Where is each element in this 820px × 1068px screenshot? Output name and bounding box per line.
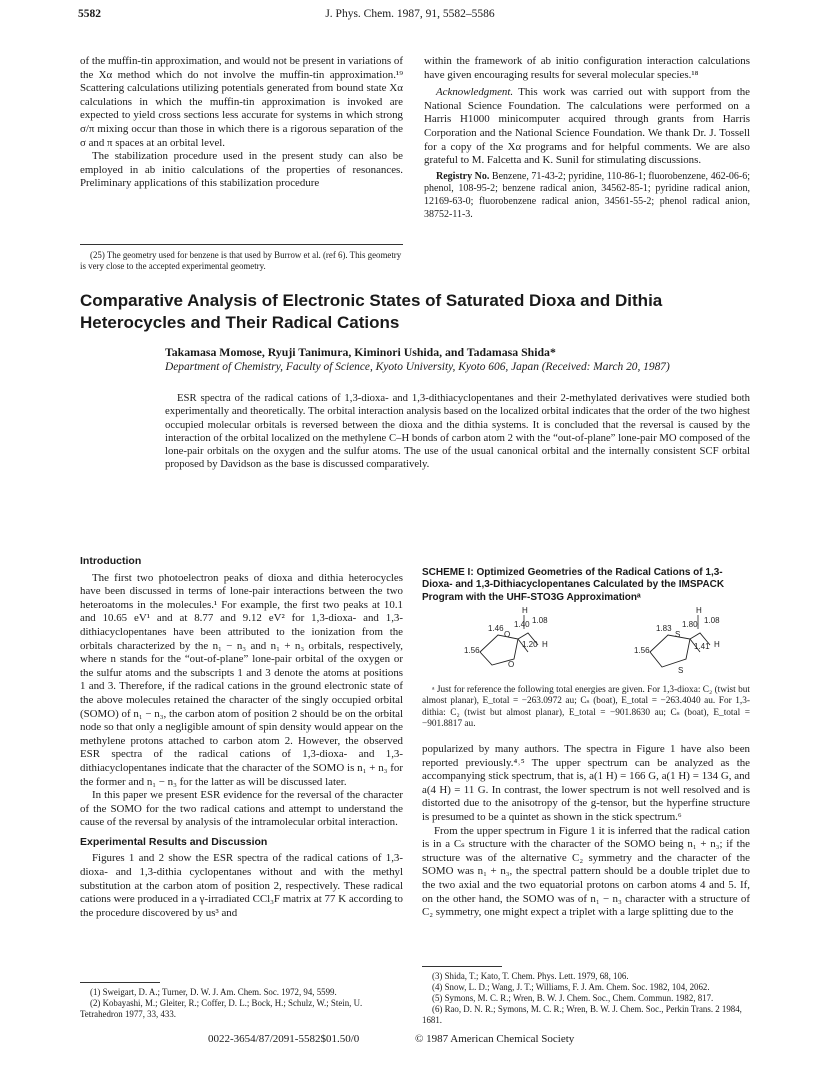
- dioxa-angle: 1.20: [522, 640, 538, 649]
- ack-label: Acknowledgment.: [436, 86, 514, 99]
- footnote: (25) The geometry used for benzene is that used by Burrow et al. (ref 6). This geometry is very close to the accepted experimental geometry.: [80, 250, 402, 271]
- dioxa-h-right: H: [542, 640, 548, 649]
- left-footnotes: [80, 987, 403, 1020]
- scheme-geometries: [464, 606, 770, 677]
- scheme-caption: [422, 567, 752, 604]
- paragraph: The first two photoelectron peaks of dioxa and dithia heterocycles have been discussed in terms of lone-pair interactions between the two heteroatoms in the molecules.¹ For example, the first two peaks at 10.1 and 10.65 eV¹ and at 8.77 and 9.12 eV² for 1,3-dioxa- and 1,3-dithiacyclopentanes have been attributed to the ionization from the orbitals characterized by the n₁ − n₃ and n₁ + n₃ orbitals, respectively, where n stands for the “out-of-plane” lone-pair orbital of the oxygen or the sulfur atoms and the subscripts 1 and 3 denote the atoms at positions 1 and 3. Therefore, if the radical cations in the ground electronic state of the above molecules retained the character of the singly occupied orbital (SOMO) of n₁ − n₃, the carbon atom of position 2 should be on the orbital node so that only a negligible amount of spin density would appear on the methylene protons attached to carbon atom 2. However, the observed ESR spectra of the radical cations of 1,3-dioxa- and 1,3-dithiacyclopentanes indicate that the character of the SOMO is n₁ + n₃ for the former and n₁ − n₃ for the latter as will be discussed later.: [80, 571, 403, 788]
- article-title: Comparative Analysis of Electronic States of Saturated Dioxa and Dithia Heterocycles and Their Radical Cations: [80, 291, 663, 332]
- dithia-b3: 1.08: [704, 616, 720, 625]
- dioxa-b4: 1.56: [464, 646, 480, 655]
- left-column: [80, 555, 403, 920]
- top-left-text: [80, 55, 403, 191]
- dioxa-b3: 1.08: [532, 616, 548, 625]
- dithia-angle: 1.41: [694, 642, 710, 651]
- intro-heading: Introduction: [80, 555, 142, 567]
- page-number: 5582: [78, 8, 101, 20]
- footnote-rule: [80, 982, 160, 983]
- scheme-label: SCHEME I:: [422, 567, 474, 578]
- dioxa-b2: 1.40: [514, 620, 530, 629]
- footer-copyright: © 1987 American Chemical Society: [415, 1033, 575, 1045]
- running-header: [78, 8, 742, 26]
- registry-text: Benzene, 71-43-2; pyridine, 110-86-1; fluorobenzene, 462-06-6; phenol, 108-95-2; benzene radical anion, 34562-85-1; pyridine radical anion, 12169-63-0; fluorobenzene radical anion, 34561-55-2; phenol radical anion, 38752-11-3.: [424, 170, 751, 220]
- paragraph: popularized by many authors. The spectra in Figure 1 have also been reported previously.⁴˒⁵ The upper spectrum can be analyzed as the accompanying stick spectrum, that is, a(1 H) = 166 G, a(1 H) = 134 G, and a(4 H) = 11 G. In contrast, the lower spectrum is not well resolved and is distorted due to the anisotropy of the g-tensor, but the hyperfine structure is presumed to be a quintet as shown in the stick spectrum.⁶: [422, 743, 750, 823]
- dithia-b2: 1.80: [682, 620, 698, 629]
- dithia-b1: 1.83: [656, 624, 672, 633]
- paragraph: In this paper we present ESR evidence for the reversal of the character of the SOMO for the two radical cations and attempt to understand the cause of the reversal by analysis of the intramolecular orbital interaction.: [80, 789, 403, 829]
- dioxa-structure: [464, 606, 548, 669]
- dithia-s-top: S: [675, 630, 681, 639]
- journal-citation: J. Phys. Chem. 1987, 91, 5582–5586: [325, 8, 495, 20]
- scheme-caption-text: Optimized Geometries of the Radical Cations of 1,3-Dioxa- and 1,3-Dithiacyclopentanes Calculated by the IMSPACK Program with the UHF-STO3G Approximationᵃ: [422, 567, 725, 603]
- dithia-s-bot: S: [678, 666, 684, 675]
- dioxa-h-top: H: [522, 606, 528, 615]
- dioxa-b1: 1.46: [488, 624, 504, 633]
- acknowledgment: [424, 86, 750, 168]
- dithia-h-top: H: [696, 606, 702, 615]
- footnote: (3) Shida, T.; Kato, T. Chem. Phys. Lett. 1979, 68, 106.: [432, 971, 629, 981]
- scheme-footnote: ᵃ Just for reference the following total energies are given. For 1,3-dioxa: C₂ (twist but almost planar), E_total = −263.0972 au; Cₛ (boat), E_total = −263.4040 au. For 1,3-dithia: C₂ (twist but almost planar), E_total = −901.8630 au; Cₛ (boat), E_total = −901.8817 au.: [422, 685, 750, 729]
- experimental-heading: Experimental Results and Discussion: [80, 835, 268, 848]
- dithia-b4: 1.56: [634, 646, 650, 655]
- right-column: [422, 743, 750, 920]
- dioxa-o-top: O: [504, 630, 511, 639]
- abstract-text: ESR spectra of the radical cations of 1,3-dioxa- and 1,3-dithiacyclopentanes and their 2-methylated derivatives were studied both experimentally and theoretically. The orbital interaction analysis based on the localized orbital indicates that the order of the two highest occupied molecular orbitals is reversed between the dioxa and the dithia systems. It is concluded that the reversal is caused by the interaction of the orbital localized on the methylene C–H bonds of carbon atom 2 with the “out-of-plane” lone-pair MO composed of the lone-pair orbitals on the oxygen and the sulfur atoms. The use of the usual canonical orbital and the internally consistent SCF orbital proposed by Davidson as the base is discussed comparatively.: [165, 392, 750, 471]
- registry-label: Registry No.: [436, 170, 490, 182]
- right-footnotes: [422, 971, 750, 1026]
- footnote-rule: [80, 244, 403, 245]
- footnote: (4) Snow, L. D.; Wang, J. T.; Williams, F. J. Am. Chem. Soc. 1982, 104, 2062.: [432, 982, 710, 992]
- footnote: (6) Rao, D. N. R.; Symons, M. C. R.; Wren, B. W. J. Chem. Soc., Perkin Trans. 2 1984, 1681.: [422, 1004, 742, 1025]
- article-affiliation: Department of Chemistry, Faculty of Science, Kyoto University, Kyoto 606, Japan (Received: March 20, 1987): [165, 361, 670, 373]
- dioxa-o-bot: O: [508, 660, 515, 669]
- article-abstract: [165, 392, 750, 472]
- footer-code: 0022-3654/87/2091-5582$01.50/0: [208, 1033, 360, 1045]
- paragraph: The stabilization procedure used in the present study can also be employed in ab initio calculations of the properties of resonances. Preliminary applications of this stabilization procedure: [80, 150, 403, 190]
- footnote: (2) Kobayashi, M.; Gleiter, R.; Coffer, D. L.; Bock, H.; Schulz, W.; Stein, U. Tetrahedron 1977, 33, 433.: [80, 998, 363, 1019]
- dithia-structure: [634, 606, 720, 675]
- footnote-rule: [422, 966, 502, 967]
- top-left-footnote: [80, 250, 403, 272]
- top-right-text: [424, 55, 750, 221]
- footnote: (1) Sweigart, D. A.; Turner, D. W. J. Am. Chem. Soc. 1972, 94, 5599.: [90, 987, 337, 997]
- scheme-note: [422, 685, 750, 730]
- footnote: (5) Symons, M. C. R.; Wren, B. W. J. Chem. Soc., Chem. Commun. 1982, 817.: [432, 993, 714, 1003]
- paragraph: of the muffin-tin approximation, and would not be present in variations of the Xα method which do not involve the muffin-tin approximation.¹⁹ Scattering calculations utilizing potentials generated from bound state Xα calculations in which the muffin-tin approximation is invoked are expected to yield cross sections less accurate for systems in which strong σ/π mixing occur than those in which there is a rigorous separation of the σ and π spaces at an orbital level.: [80, 55, 403, 149]
- article-authors: Takamasa Momose, Ryuji Tanimura, Kiminori Ushida, and Tadamasa Shida*: [165, 345, 556, 359]
- paragraph: From the upper spectrum in Figure 1 it is inferred that the radical cation is in a Cₛ structure with the character of the SOMO being n₁ + n₃; if the structure was of the alternative C₂ symmetry and the character of the SOMO was n₁ + n₃, the spectral pattern should be a double triplet due to the two axial and the two equatorial protons on carbon atoms 4 and 5. If, on the other hand, the SOMO was of n₁ − n₃ character with a structure of C₂ symmetry, one might expect a triplet with a large splitting due to the: [422, 824, 750, 919]
- paragraph: Figures 1 and 2 show the ESR spectra of the radical cations of 1,3-dioxa- and 1,3-dithia cyclopentanes without and with the methyl substitution at the carbon atom of position 2, respectively. These radical cations were produced in a γ-irradiated CCl₃F matrix at 77 K according to the procedure discovered by us³ and: [80, 852, 403, 919]
- ack-text: This work was carried out with support from the National Science Foundation. The calculations were performed on a Harris H1000 minicomputer acquired through grants from Harris Corporation and the National Science Foundation. We thank Dr. J. Tossell for a copy of the Xα programs and for helpful comments. We are also grateful to M. Falcetta and K. Sunil for stimulating discussions.: [424, 86, 750, 167]
- registry-numbers: [424, 171, 750, 221]
- dithia-h-right: H: [714, 640, 720, 649]
- paragraph: within the framework of ab initio configuration interaction calculations have given encouraging results for several molecular species.¹⁸: [424, 55, 750, 81]
